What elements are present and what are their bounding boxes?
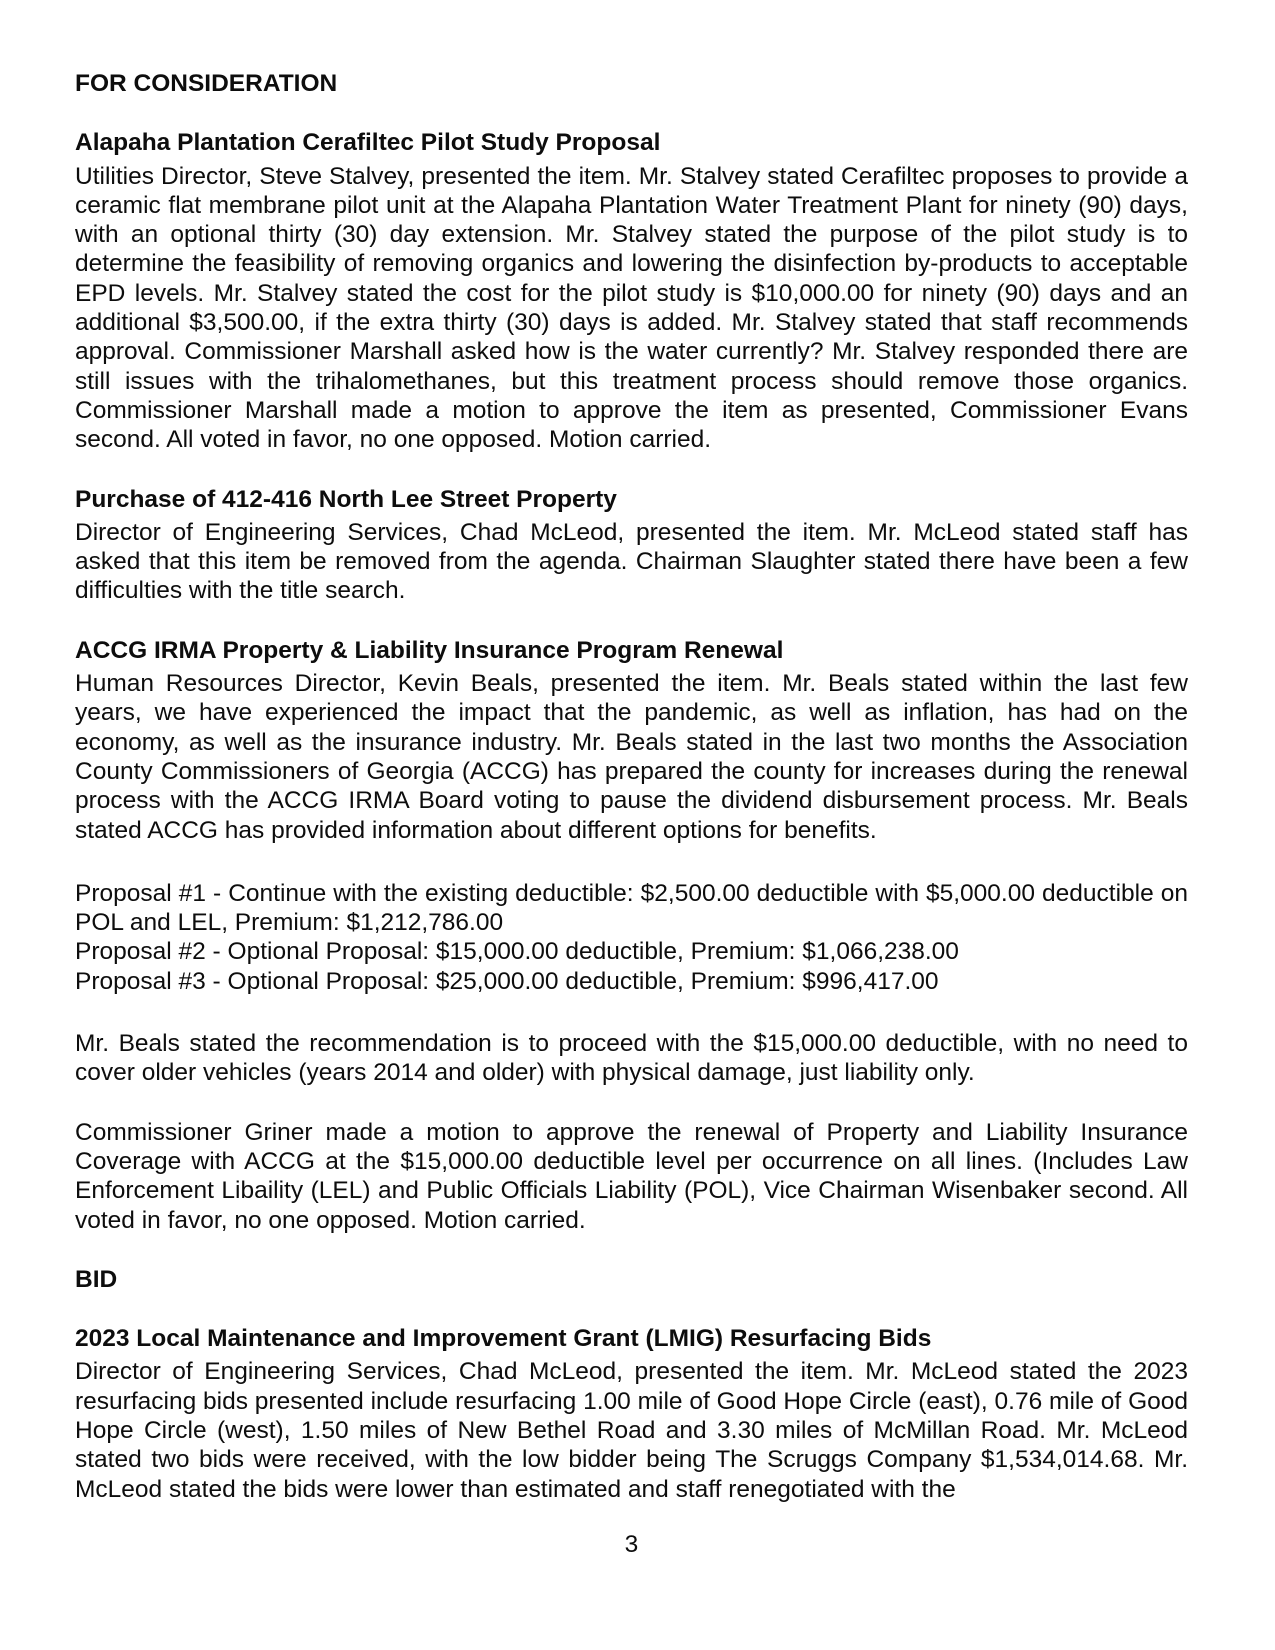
page-number: 3 bbox=[624, 1530, 639, 1558]
section-heading-alapaha-pilot-study: Alapaha Plantation Cerafiltec Pilot Study Proposal bbox=[75, 129, 661, 157]
paragraph-north-lee-street: Director of Engineering Services, Chad McLeod, presented the item. Mr. McLeod stated staff has asked that this item be removed from the agenda. Chairman Slaughter stated there have been a few difficulties with the title search. bbox=[75, 518, 1188, 605]
section-heading-accg-irma-renewal: ACCG IRMA Property & Liability Insurance Program Renewal bbox=[75, 636, 784, 664]
paragraph-alapaha-pilot-study: Utilities Director, Steve Stalvey, presented the item. Mr. Stalvey stated Cerafiltec proposes to provide a ceramic flat membrane pilot unit at the Alapaha Plantation Water Treatment Plant for ninety (90) days, with an optional thirty (30) day extension. Mr. Stalvey stated the purpose of the pilot study is to determine the feasibility of removing organics and lowering the disinfection by-products to acceptable EPD levels. Mr. Stalvey stated the cost for the pilot study is $10,000.00 for ninety (90) days and an additional $3,500.00, if the extra thirty (30) days is added. Mr. Stalvey stated that staff recommends approval. Commissioner Marshall asked how is the water currently? Mr. Stalvey responded there are still issues with the trihalomethanes, but this treatment process should remove those organics. Commissioner Marshall made a motion to approve the item as presented, Commissioner Evans second. All voted in favor, no one opposed. Motion carried. bbox=[75, 162, 1188, 454]
proposal-list bbox=[75, 879, 1188, 996]
proposal-1-line: Proposal #1 - Continue with the existing deductible: $2,500.00 deductible with $5,000.00 deductible on POL and LEL, Premium: $1,212,786.00 bbox=[75, 879, 1188, 937]
paragraph-accg-motion: Commissioner Griner made a motion to approve the renewal of Property and Liability Insurance Coverage with ACCG at the $15,000.00 deductible level per occurrence on all lines. (Includes Law Enforcement Libaility (LEL) and Public Officials Liability (POL), Vice Chairman Wisenbaker second. All voted in favor, no one opposed. Motion carried. bbox=[75, 1118, 1188, 1234]
section-heading-north-lee-street: Purchase of 412-416 North Lee Street Property bbox=[75, 485, 617, 513]
section-heading-lmig-resurfacing-bids: 2023 Local Maintenance and Improvement Grant (LMIG) Resurfacing Bids bbox=[75, 1325, 932, 1353]
proposal-3-line: Proposal #3 - Optional Proposal: $25,000.00 deductible, Premium: $996,417.00 bbox=[75, 967, 939, 995]
paragraph-accg-recommendation: Mr. Beals stated the recommendation is to proceed with the $15,000.00 deductible, with no need to cover older vehicles (years 2014 and older) with physical damage, just liability only. bbox=[75, 1030, 1188, 1087]
section-heading-bid: BID bbox=[75, 1265, 118, 1293]
paragraph-accg-irma-intro: Human Resources Director, Kevin Beals, presented the item. Mr. Beals stated within the last few years, we have experienced the impact that the pandemic, as well as inflation, has had on the economy, as well as the insurance industry. Mr. Beals stated in the last two months the Association County Commissioners of Georgia (ACCG) has prepared the county for increases during the renewal process with the ACCG IRMA Board voting to pause the dividend disbursement process. Mr. Beals stated ACCG has provided information about different options for benefits. bbox=[75, 670, 1188, 844]
paragraph-lmig-resurfacing-bids: Director of Engineering Services, Chad McLeod, presented the item. Mr. McLeod stated the 2023 resurfacing bids presented include resurfacing 1.00 mile of Good Hope Circle (east), 0.76 mile of Good Hope Circle (west), 1.50 miles of New Bethel Road and 3.30 miles of McMillan Road. Mr. McLeod stated two bids were received, with the low bidder being The Scruggs Company $1,534,014.68. Mr. McLeod stated the bids were lower than estimated and staff renegotiated with the bbox=[75, 1358, 1188, 1503]
proposal-2-line: Proposal #2 - Optional Proposal: $15,000.00 deductible, Premium: $1,066,238.00 bbox=[75, 938, 959, 966]
kicker-for-consideration: FOR CONSIDERATION bbox=[75, 70, 338, 97]
